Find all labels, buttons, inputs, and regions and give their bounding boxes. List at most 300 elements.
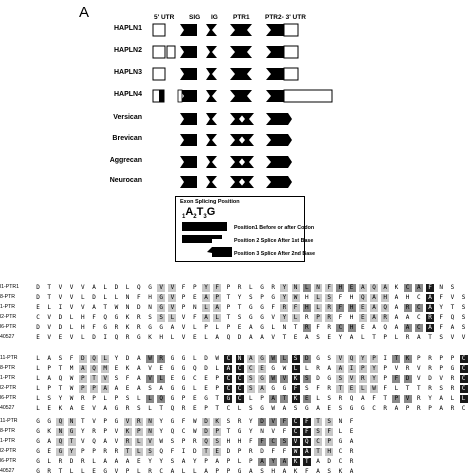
alignment-residue: F — [439, 294, 443, 301]
alignment-residue: F — [316, 324, 320, 331]
alignment-residue: S — [439, 334, 443, 341]
alignment-residue: N — [282, 324, 287, 331]
alignment-residue: C — [36, 314, 40, 321]
alignment-residue: A — [47, 375, 51, 382]
alignment-residue: G — [36, 468, 40, 475]
alignment-residue: C — [415, 304, 423, 312]
alignment-residue: L — [36, 405, 40, 412]
alignment-residue: L — [136, 468, 141, 475]
alignment-residue: L — [168, 314, 176, 322]
alignment-residue: Y — [202, 284, 210, 292]
alignment-residue: F — [292, 304, 300, 312]
alignment-residue: V — [181, 334, 186, 341]
alignment-residue: L — [213, 314, 221, 322]
alignment-residue: G — [224, 395, 232, 403]
legend-sub1: 1 — [182, 214, 186, 221]
alignment-residue: R — [136, 324, 141, 331]
alignment-residue: G — [56, 448, 64, 456]
alignment-residue: A — [202, 314, 210, 322]
alignment-residue: A — [92, 284, 96, 291]
exon-sig — [180, 176, 197, 188]
alignment-residue: R — [157, 355, 165, 363]
alignment-residue: R — [327, 324, 331, 331]
alignment-residue: T — [124, 448, 132, 456]
alignment-residue: Q — [303, 438, 311, 446]
alignment-residue: F — [316, 385, 320, 392]
alignment-residue: E — [359, 304, 367, 312]
exon-ptr2 — [266, 46, 284, 58]
exon-ig — [206, 113, 217, 125]
alignment-residue: A — [248, 324, 253, 331]
alignment-residue: V — [271, 428, 275, 435]
alignment-residue: E — [204, 385, 208, 392]
alignment-residue: L — [69, 324, 74, 331]
exon-ptr2 — [266, 68, 284, 80]
alignment-residue: Y — [359, 355, 367, 363]
alignment-residue: E — [327, 334, 331, 341]
header-ig: IG — [211, 14, 218, 21]
alignment-residue: R — [381, 314, 389, 322]
exon-sig — [180, 46, 197, 58]
alignment-residue: S — [226, 418, 231, 425]
alignment-residue: S — [450, 284, 455, 291]
alignment-residue: P — [226, 468, 231, 475]
alignment-residue: W — [69, 395, 74, 402]
alignment-residue: L — [135, 448, 143, 456]
alignment-residue: G — [181, 355, 186, 362]
alignment-residue: F — [136, 294, 141, 301]
alignment-residue: E — [92, 468, 96, 475]
alignment-residue: L — [192, 324, 197, 331]
alignment-residue: V — [92, 418, 96, 425]
alignment-residue: A — [282, 468, 287, 475]
alignment-residue: F — [280, 418, 288, 426]
alignment-residue: G — [260, 314, 264, 321]
alignment-residue: Y — [159, 418, 163, 425]
legend-seq-g: G — [206, 206, 216, 218]
alignment-residue: G — [36, 438, 40, 445]
alignment-residue: L — [47, 304, 51, 311]
alignment-row-label: 8-PTR — [0, 428, 15, 434]
alignment-residue: A — [47, 438, 51, 445]
alignment-residue: P — [135, 428, 143, 436]
alignment-residue: T — [416, 385, 421, 392]
alignment-row-label: 1-PTR — [0, 375, 15, 381]
alignment-residue: G — [260, 405, 264, 412]
alignment-residue: A — [260, 334, 264, 341]
alignment-residue: W — [114, 304, 119, 311]
alignment-residue: Y — [370, 375, 378, 383]
alignment-residue: N — [146, 418, 154, 426]
alignment-residue: A — [370, 314, 378, 322]
alignment-residue: C — [461, 405, 466, 412]
alignment-residue: R — [450, 375, 455, 382]
alignment-residue: E — [348, 284, 356, 292]
alignment-residue: V — [80, 284, 85, 291]
gene-label: Versican — [113, 114, 142, 121]
alignment-residue: P — [92, 395, 96, 402]
alignment-residue: F — [92, 324, 96, 331]
alignment-residue: A — [136, 385, 141, 392]
alignment-residue: R — [47, 468, 51, 475]
alignment-residue: D — [36, 324, 40, 331]
alignment-residue: V — [168, 284, 176, 292]
alignment-residue: A — [394, 304, 399, 311]
alignment-residue: G — [248, 314, 253, 321]
alignment-residue: A — [303, 448, 311, 456]
alignment-residue: A — [101, 385, 109, 393]
alignment-residue: G — [170, 395, 175, 402]
alignment-residue: P — [213, 428, 221, 436]
alignment-residue: L — [303, 284, 311, 292]
alignment-residue: R — [416, 395, 421, 402]
alignment-residue: P — [370, 355, 378, 363]
alignment-residue: V — [69, 334, 74, 341]
alignment-residue: P — [79, 385, 87, 393]
alignment-residue: W — [192, 428, 197, 435]
alignment-residue: C — [269, 438, 277, 446]
alignment-residue: L — [271, 324, 275, 331]
alignment-residue: Q — [348, 355, 356, 363]
alignment-residue: F — [170, 448, 175, 455]
alignment-residue: N — [314, 284, 322, 292]
alignment-residue: S — [327, 355, 331, 362]
alignment-residue: L — [135, 438, 143, 446]
alignment-residue: E — [348, 385, 356, 393]
alignment-residue: L — [36, 365, 40, 372]
alignment-residue: G — [181, 375, 186, 382]
alignment-residue: N — [68, 418, 76, 426]
alignment-residue: N — [125, 294, 130, 301]
alignment-residue: S — [338, 405, 343, 412]
alignment-residue: Y — [192, 458, 197, 465]
alignment-residue: W — [159, 438, 163, 445]
alignment-residue: L — [359, 385, 367, 393]
alignment-residue: G — [248, 304, 253, 311]
alignment-residue: Q — [192, 365, 197, 372]
alignment-residue: Y — [237, 294, 242, 301]
alignment-residue: E — [47, 405, 51, 412]
alignment-residue: W — [69, 385, 74, 392]
alignment-residue: G — [47, 418, 51, 425]
alignment-residue: R — [280, 304, 288, 312]
alignment-residue: K — [124, 428, 132, 436]
alignment-residue: T — [237, 304, 242, 311]
alignment-residue: G — [338, 438, 343, 445]
alignment-residue: R — [428, 365, 432, 372]
alignment-residue: K — [292, 375, 300, 383]
alignment-residue: S — [325, 418, 333, 426]
alignment-residue: H — [325, 448, 333, 456]
alignment-residue: T — [280, 395, 288, 403]
alignment-residue: G — [148, 324, 152, 331]
alignment-residue: R — [80, 395, 85, 402]
alignment-residue: F — [258, 438, 266, 446]
alignment-residue: G — [237, 468, 242, 475]
alignment-residue: L — [248, 284, 253, 291]
alignment-residue: H — [303, 304, 311, 312]
alignment-residue: G — [36, 448, 40, 455]
alignment-residue: F — [282, 448, 287, 455]
alignment-residue: K — [47, 428, 51, 435]
alignment-residue: V — [80, 304, 85, 311]
alignment-residue: P — [47, 365, 51, 372]
alignment-residue: Q — [103, 314, 107, 321]
alignment-residue: A — [370, 304, 378, 312]
alignment-residue: L — [36, 385, 40, 392]
alignment-residue: C — [236, 385, 244, 393]
exon-row — [153, 24, 298, 36]
alignment-residue: P — [181, 294, 186, 301]
exon-sig — [180, 113, 197, 125]
alignment-residue: W — [192, 418, 197, 425]
alignment-residue: A — [349, 438, 354, 445]
exon-ptr1-b — [240, 113, 254, 125]
alignment-residue: Q — [90, 355, 98, 363]
alignment-residue: W — [269, 355, 277, 363]
alignment-residue: G — [450, 365, 455, 372]
exon-ptr2-tip — [283, 156, 292, 168]
alignment-residue: L — [215, 365, 219, 372]
alignment-residue: F — [69, 355, 74, 362]
alignment-residue: E — [36, 304, 40, 311]
exon-sig — [180, 24, 197, 36]
alignment-residue: A — [247, 355, 255, 363]
exon-splicing-legend — [175, 196, 316, 262]
alignment-row-label: 40527 — [0, 334, 15, 340]
alignment-residue: A — [92, 304, 96, 311]
alignment-residue: H — [348, 324, 356, 332]
alignment-residue: G — [304, 405, 309, 412]
alignment-residue: Y — [428, 395, 432, 402]
alignment-residue: R — [426, 314, 434, 322]
alignment-residue: L — [103, 294, 107, 301]
alignment-residue: D — [79, 355, 87, 363]
alignment-residue: P — [204, 405, 208, 412]
alignment-residue: P — [383, 375, 387, 382]
alignment-residue: L — [146, 395, 154, 403]
alignment-residue: Q — [370, 284, 378, 292]
exon-row — [180, 113, 292, 125]
alignment-residue: C — [226, 405, 231, 412]
alignment-residue: H — [349, 294, 354, 301]
alignment-residue: T — [303, 458, 311, 466]
alignment-residue: D — [316, 375, 320, 382]
alignment-residue: D — [327, 458, 331, 465]
alignment-residue: R — [404, 304, 412, 312]
alignment-residue: A — [114, 385, 119, 392]
header-ptr1: PTR1 — [233, 14, 250, 21]
alignment-residue: R — [124, 438, 132, 446]
alignment-residue: G — [170, 385, 175, 392]
alignment-residue: E — [213, 448, 221, 456]
alignment-residue: A — [79, 365, 87, 373]
alignment-residue: R — [303, 324, 311, 332]
alignment-residue: P — [450, 355, 455, 362]
exon-ptr1 — [230, 24, 252, 36]
exon-ig — [206, 68, 217, 80]
alignment-residue: P — [103, 418, 107, 425]
alignment-residue: P — [248, 458, 253, 465]
alignment-residue: H — [349, 314, 354, 321]
alignment-residue: L — [80, 468, 85, 475]
alignment-residue: S — [461, 324, 466, 331]
alignment-residue: R — [428, 355, 432, 362]
exon-sig — [180, 68, 197, 80]
alignment-residue: A — [258, 458, 266, 466]
alignment-residue: V — [146, 375, 154, 383]
alignment-row-label: 40527 — [0, 468, 15, 474]
alignment-residue: R — [125, 334, 130, 341]
alignment-residue: E — [47, 448, 51, 455]
alignment-residue: S — [280, 438, 288, 446]
alignment-residue: Y — [439, 304, 443, 311]
alignment-residue: C — [314, 438, 322, 446]
alignment-residue: R — [80, 458, 85, 465]
alignment-residue: V — [336, 355, 344, 363]
alignment-residue: R — [405, 334, 410, 341]
alignment-residue: V — [348, 375, 356, 383]
alignment-residue: Y — [269, 458, 277, 466]
alignment-residue: T — [293, 324, 298, 331]
alignment-residue: G — [136, 334, 141, 341]
alignment-residue: E — [293, 334, 298, 341]
alignment-residue: R — [349, 458, 354, 465]
alignment-residue: D — [428, 375, 432, 382]
alignment-residue: K — [338, 468, 343, 475]
alignment-residue: V — [114, 428, 119, 435]
alignment-row-label: 40527 — [0, 405, 15, 411]
alignment-row-label: l2-PTR — [0, 385, 17, 391]
alignment-residue: L — [69, 314, 74, 321]
alignment-residue: F — [248, 438, 253, 445]
legend-sub2: 2 — [193, 214, 197, 221]
legend-position2: Position 2 Splice After 1st Base — [234, 238, 314, 244]
alignment-residue: L — [280, 355, 288, 363]
alignment-residue: S — [213, 438, 221, 446]
alignment-residue: L — [103, 284, 107, 291]
alignment-residue: F — [439, 314, 443, 321]
alignment-residue: R — [58, 458, 63, 465]
alignment-residue: Q — [90, 365, 98, 373]
alignment-residue: P — [237, 448, 242, 455]
alignment-residue: I — [58, 304, 63, 311]
alignment-residue: P — [215, 385, 219, 392]
alignment-residue: D — [404, 375, 412, 383]
alignment-residue: D — [202, 428, 210, 436]
alignment-residue: G — [157, 304, 165, 312]
alignment-residue: T — [392, 355, 400, 363]
alignment-residue: R — [192, 438, 197, 445]
alignment-residue: A — [426, 324, 434, 332]
alignment-row-label: 1-PTR — [0, 438, 15, 444]
alignment-residue: R — [349, 448, 354, 455]
alignment-residue: V — [292, 438, 300, 446]
alignment-residue: L — [136, 395, 141, 402]
exon-ptr1 — [230, 46, 252, 58]
panel-label: A — [79, 4, 90, 21]
alignment-residue: R — [450, 385, 455, 392]
alignment-residue: E — [36, 334, 40, 341]
alignment-residue: A — [258, 385, 266, 393]
header-sig: SIG — [189, 14, 201, 21]
alignment-residue: A — [426, 294, 434, 302]
alignment-residue: R — [325, 314, 333, 322]
alignment-residue: T — [314, 418, 322, 426]
alignment-residue: A — [439, 395, 443, 402]
alignment-row-label: 11-PTR — [0, 355, 18, 361]
alignment-residue: C — [460, 385, 468, 393]
gene-label: Aggrecan — [109, 157, 142, 164]
alignment-residue: G — [260, 284, 264, 291]
alignment-residue: V — [450, 294, 455, 301]
alignment-residue: H — [405, 294, 410, 301]
alignment-residue: C — [292, 428, 300, 436]
alignment-residue: L — [125, 284, 130, 291]
exon-5utr — [153, 24, 165, 36]
alignment-residue: G — [258, 355, 266, 363]
alignment-residue: V — [47, 334, 51, 341]
alignment-residue: D — [204, 365, 208, 372]
exon-ig — [206, 90, 217, 102]
alignment-residue: G — [114, 418, 119, 425]
alignment-residue: K — [148, 334, 152, 341]
alignment-residue: P — [325, 438, 333, 446]
alignment-residue: H — [226, 438, 231, 445]
alignment-row-label: l2-PTR — [0, 314, 17, 320]
alignment-residue: G — [36, 458, 40, 465]
alignment-residue: P — [226, 284, 231, 291]
alignment-residue: R — [316, 365, 320, 372]
alignment-residue: V — [114, 438, 119, 445]
alignment-residue: Q — [56, 418, 64, 426]
alignment-residue: L — [338, 428, 343, 435]
alignment-residue: F — [383, 385, 387, 392]
alignment-residue: H — [336, 284, 344, 292]
alignment-residue: F — [336, 304, 344, 312]
alignment-residue: L — [148, 405, 152, 412]
alignment-residue: H — [159, 334, 163, 341]
alignment-residue: A — [426, 304, 434, 312]
alignment-residue: L — [460, 395, 468, 403]
alignment-residue: A — [103, 438, 107, 445]
alignment-residue: D — [226, 448, 231, 455]
alignment-residue: A — [280, 458, 288, 466]
alignment-residue: D — [237, 334, 242, 341]
alignment-residue: F — [192, 314, 197, 321]
alignment-residue: N — [260, 428, 264, 435]
alignment-residue: S — [157, 314, 165, 322]
alignment-residue: A — [136, 365, 141, 372]
alignment-residue: R — [416, 405, 421, 412]
alignment-residue: S — [316, 334, 320, 341]
alignment-residue: T — [58, 385, 63, 392]
alignment-residue: A — [170, 324, 175, 331]
alignment-row-label: l2-PTR — [0, 448, 17, 454]
alignment-residue: P — [192, 284, 197, 291]
alignment-residue: Q — [383, 324, 387, 331]
alignment-residue: L — [248, 395, 253, 402]
exon-ig — [206, 176, 217, 188]
alignment-residue: T — [383, 395, 387, 402]
alignment-residue: Y — [280, 284, 288, 292]
alignment-residue: A — [103, 405, 107, 412]
alignment-residue: P — [114, 395, 119, 402]
exon-ptr2-tip — [283, 113, 292, 125]
alignment-residue: T — [215, 405, 219, 412]
alignment-residue: P — [260, 395, 264, 402]
alignment-residue: A — [215, 458, 219, 465]
